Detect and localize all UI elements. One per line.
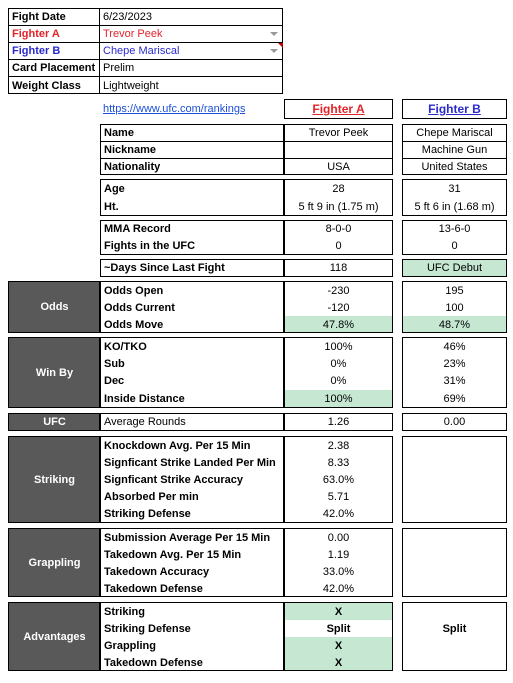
- ko-tko-label: KO/TKO: [104, 340, 147, 353]
- grappling-section-box: [8, 528, 100, 597]
- fighter-b-odds-move: 48.7%: [438, 318, 471, 331]
- fighter-a-label: Fighter A: [12, 28, 60, 40]
- fighter-a-knockdown-avg: 2.38: [327, 439, 350, 452]
- fighter-a-sub: 0%: [330, 357, 347, 370]
- average-rounds-label: Average Rounds: [104, 416, 186, 428]
- inside-distance-label: Inside Distance: [104, 392, 185, 405]
- odds-open-label: Odds Open: [104, 284, 164, 297]
- sig-strike-accuracy-label: Signficant Strike Accuracy: [104, 473, 243, 486]
- fighter-b-ko-tko: 46%: [443, 340, 466, 353]
- card-placement-value[interactable]: Prelim: [103, 62, 135, 74]
- odds-section-box: [8, 281, 100, 333]
- fighter-b-mma-record: 13-6-0: [438, 223, 471, 235]
- grappling-section-label: Grappling: [9, 529, 100, 596]
- fighter-a-average-rounds: 1.26: [327, 416, 350, 428]
- knockdown-avg-label: Knockdown Avg. Per 15 Min: [104, 439, 251, 452]
- fighter-b-age: 31: [448, 182, 461, 195]
- weight-class-label: Weight Class: [12, 79, 81, 92]
- days-since-label: ~Days Since Last Fight: [104, 262, 225, 274]
- absorbed-per-min-label: Absorbed Per min: [104, 490, 199, 503]
- odds-current-label: Odds Current: [104, 301, 175, 314]
- weight-class-value[interactable]: Lightweight: [103, 79, 159, 92]
- advantages-section-label: Advantages: [9, 603, 100, 670]
- winby-section-box: [8, 337, 100, 408]
- takedown-accuracy-label: Takedown Accuracy: [104, 565, 210, 578]
- fighter-a-days: 118: [329, 262, 348, 274]
- fighter-a-header-text: [284, 99, 393, 119]
- fighter-a-age: 28: [332, 182, 345, 195]
- fighter-b-nationality: United States: [421, 161, 488, 173]
- fighter-b-average-rounds: 0.00: [443, 416, 466, 428]
- fighter-a-odds-current: -120: [327, 301, 350, 314]
- height-label: Ht.: [104, 200, 119, 213]
- fight-date-label: Fight Date: [12, 11, 66, 23]
- fighter-a-name: Trevor Peek: [308, 127, 369, 139]
- odds-section-label: Odds: [9, 282, 100, 332]
- fighter-a-dropdown-icon[interactable]: [270, 32, 278, 36]
- fighter-b-odds-current: 100: [445, 301, 464, 314]
- fighter-a-submission-avg: 0.00: [327, 531, 350, 544]
- fighter-b-name: Chepe Mariscal: [416, 127, 493, 139]
- ufc-section-box: [8, 413, 100, 431]
- fighter-b-header-label: Fighter B: [428, 102, 481, 116]
- fighter-b-days: UFC Debut: [426, 262, 483, 274]
- fighter-a-adv-striking: X: [334, 605, 343, 618]
- grappling-b-box: [402, 528, 507, 597]
- fighter-a-takedown-accuracy: 33.0%: [322, 565, 355, 578]
- fighter-a-absorbed-per-min: 5.71: [327, 490, 350, 503]
- nationality-label: Nationality: [104, 161, 161, 173]
- ufc-section-label: UFC: [9, 414, 100, 430]
- takedown-defense-label: Takedown Defense: [104, 582, 203, 595]
- rankings-link-text[interactable]: https://www.ufc.com/rankings: [103, 103, 246, 115]
- adv-takedown-defense-label: Takedown Defense: [104, 656, 203, 669]
- fighter-a-height: 5 ft 9 in (1.75 m): [298, 200, 379, 213]
- adv-striking-defense-label: Striking Defense: [104, 622, 191, 635]
- fighter-b-header-text: [402, 99, 507, 119]
- fighter-a-ko-tko: 100%: [324, 340, 353, 353]
- striking-section-label: Striking: [9, 437, 100, 522]
- fighter-b-adv-striking-defense: Split: [442, 622, 467, 635]
- fighter-b-height: 5 ft 6 in (1.68 m): [414, 200, 495, 213]
- striking-section-box: [8, 436, 100, 523]
- fighter-a-inside-distance: 100%: [324, 392, 353, 405]
- fighter-b-label: Fighter B: [12, 45, 61, 57]
- comment-indicator-icon: [278, 43, 283, 48]
- fighter-a-sig-strike-accuracy: 63.0%: [322, 473, 355, 486]
- striking-defense-label: Striking Defense: [104, 507, 191, 520]
- winby-section-label: Win By: [9, 338, 100, 407]
- odds-move-label: Odds Move: [104, 318, 164, 331]
- fighter-a-nationality: USA: [327, 161, 350, 173]
- takedown-avg-label: Takedown Avg. Per 15 Min: [104, 548, 242, 561]
- rankings-link[interactable]: [103, 100, 245, 118]
- fighter-a-mma-record: 8-0-0: [325, 223, 352, 235]
- fighter-b-dec: 31%: [443, 374, 466, 387]
- sub-label: Sub: [104, 357, 125, 370]
- fighter-a-ufc-fights: 0: [335, 240, 342, 252]
- fighter-a-adv-grappling: X: [334, 639, 343, 652]
- fighter-a-takedown-defense: 42.0%: [322, 582, 355, 595]
- sig-strike-landed-label: Signficant Strike Landed Per Min: [104, 456, 276, 469]
- fighter-a-striking-defense: 42.0%: [322, 507, 355, 520]
- adv-striking-label: Striking: [104, 605, 145, 618]
- ufc-fights-label: Fights in the UFC: [104, 240, 196, 252]
- fighter-a-adv-takedown-defense: X: [334, 656, 343, 669]
- fighter-b-select[interactable]: Chepe Mariscal: [103, 45, 180, 57]
- nickname-label: Nickname: [104, 144, 156, 156]
- fighter-a-odds-move: 47.8%: [322, 318, 355, 331]
- fighter-a-nickname: [284, 142, 393, 158]
- fighter-a-takedown-avg: 1.19: [327, 548, 350, 561]
- fighter-b-odds-open: 195: [445, 284, 464, 297]
- body-labels-box: [100, 179, 284, 216]
- fighter-b-ufc-fights: 0: [451, 240, 458, 252]
- fighter-a-select[interactable]: Trevor Peek: [103, 28, 163, 40]
- adv-grappling-label: Grappling: [104, 639, 156, 652]
- mma-record-label: MMA Record: [104, 223, 171, 235]
- card-placement-label: Card Placement: [12, 62, 96, 74]
- name-label: Name: [104, 127, 134, 139]
- fighter-a-dec: 0%: [330, 374, 347, 387]
- dec-label: Dec: [104, 374, 125, 387]
- fight-date-value[interactable]: 6/23/2023: [103, 11, 152, 23]
- advantages-section-box: [8, 602, 100, 671]
- info-divider: [99, 8, 100, 94]
- fighter-b-dropdown-icon[interactable]: [270, 49, 278, 53]
- fighter-a-odds-open: -230: [327, 284, 350, 297]
- fighter-a-header-label: Fighter A: [312, 102, 365, 116]
- fighter-b-inside-distance: 69%: [443, 392, 466, 405]
- fighter-a-sig-strike-landed: 8.33: [327, 456, 350, 469]
- fighter-b-nickname: Machine Gun: [421, 144, 488, 156]
- fighter-a-adv-striking-defense: Split: [326, 622, 351, 635]
- fighter-b-sub: 23%: [443, 357, 466, 370]
- submission-avg-label: Submission Average Per 15 Min: [104, 531, 271, 544]
- age-label: Age: [104, 182, 125, 195]
- striking-b-box: [402, 436, 507, 523]
